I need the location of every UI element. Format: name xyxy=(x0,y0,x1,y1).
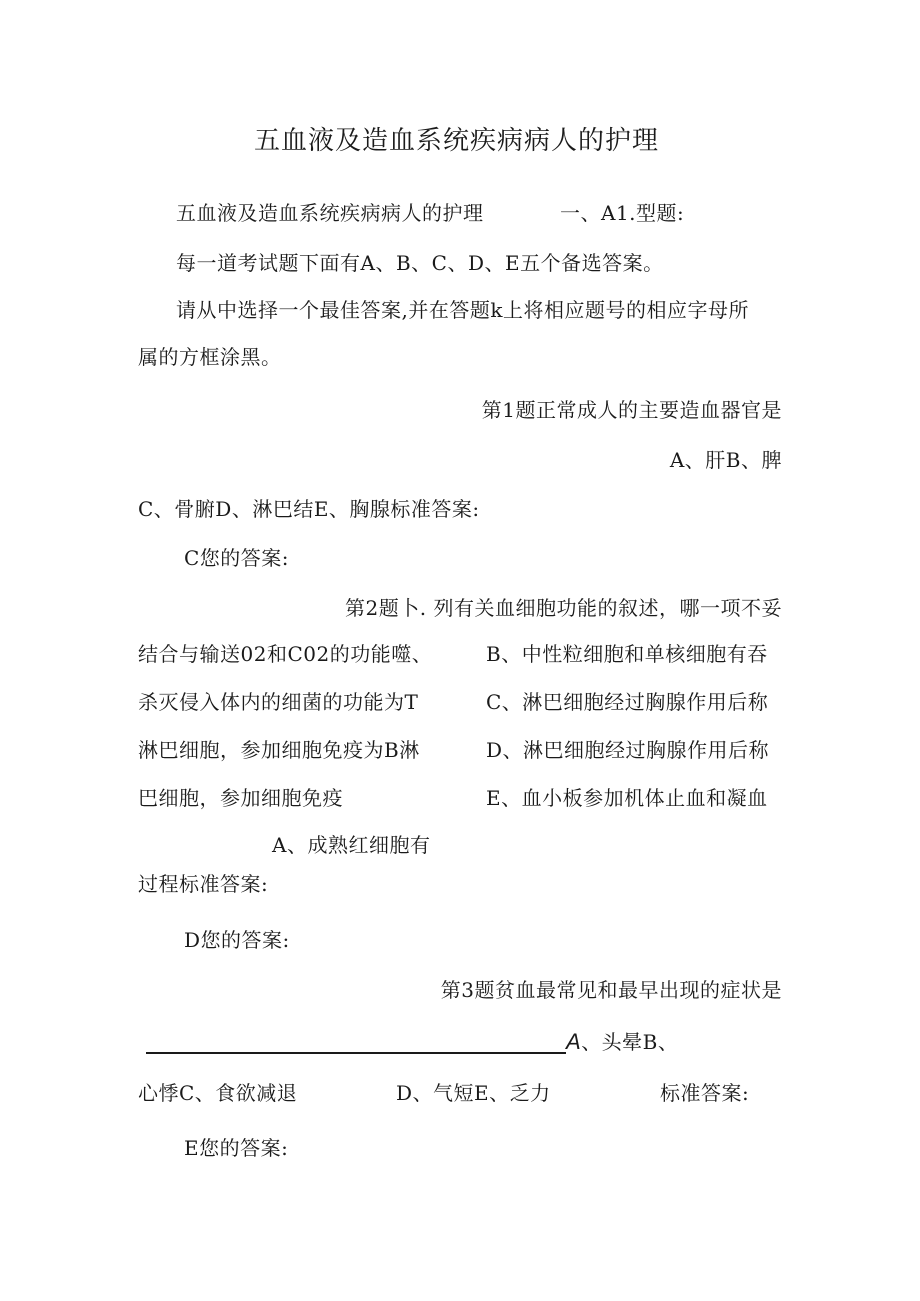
q2-left-line: 巴细胞，参加细胞免疫 xyxy=(138,786,343,810)
instruction-line-1: 每一道考试题下面有A、B、C、D、E五个备选答案。 xyxy=(176,251,664,275)
q3-options-line1 xyxy=(566,1028,678,1056)
q2-stem: 第2题卜. 列有关血细胞功能的叙述，哪一项不妥 xyxy=(345,596,782,620)
q2-right-line: E、血小板参加机体止血和凝血 xyxy=(486,786,768,810)
q2-left-line: 淋巴细胞，参加细胞免疫为B淋 xyxy=(138,738,420,762)
q2-option-a: A、成熟红细胞有 xyxy=(272,833,431,857)
q3-your-answer: E您的答案: xyxy=(184,1136,289,1160)
q1-options-line1: A、肝B、脾 xyxy=(669,448,782,472)
q3-options-col2: D、气短E、乏力 xyxy=(396,1081,551,1105)
question-type-label: 一、A1.型题: xyxy=(560,201,685,225)
q2-right-line: B、中性粒细胞和单核细胞有吞 xyxy=(486,642,768,666)
q2-right-line: C、淋巴细胞经过胸腺作用后称 xyxy=(486,690,769,714)
instruction-line-3: 属的方框涂黑。 xyxy=(138,345,282,369)
q3-stem: 第3题贫血最常见和最早出现的症状是 xyxy=(440,978,782,1002)
q2-process-answer: 过程标准答案: xyxy=(138,872,269,896)
q3-standard-answer: 标准答案: xyxy=(660,1081,750,1105)
q1-stem: 第1题正常成人的主要造血器官是 xyxy=(481,398,782,422)
q2-right-line: D、淋巴细胞经过胸腺作用后称 xyxy=(486,738,770,762)
q3-options-col1: 心悸C、食欲减退 xyxy=(138,1081,298,1105)
q2-left-line: 结合与输送02和C02的功能噬、 xyxy=(138,642,433,666)
q1-options-line2: C、骨腑D、淋巴结E、胸腺标准答案: xyxy=(138,497,480,521)
page-title: 五血液及造血系统疾病病人的护理 xyxy=(254,126,660,156)
q2-left-line: 杀灭侵入体内的细菌的功能为T xyxy=(138,690,419,714)
q3-option-a-letter: A xyxy=(566,1029,582,1054)
q1-your-answer: C您的答案: xyxy=(184,546,290,570)
q2-your-answer: D您的答案: xyxy=(184,928,290,952)
instruction-line-2: 请从中选择一个最佳答案,并在答题k上将相应题号的相应字母所 xyxy=(176,298,749,322)
q3-options-line1-rest: 、头晕B、 xyxy=(581,1030,679,1054)
answer-blank-line xyxy=(146,1052,566,1054)
section-name: 五血液及造血系统疾病病人的护理 xyxy=(176,201,484,225)
